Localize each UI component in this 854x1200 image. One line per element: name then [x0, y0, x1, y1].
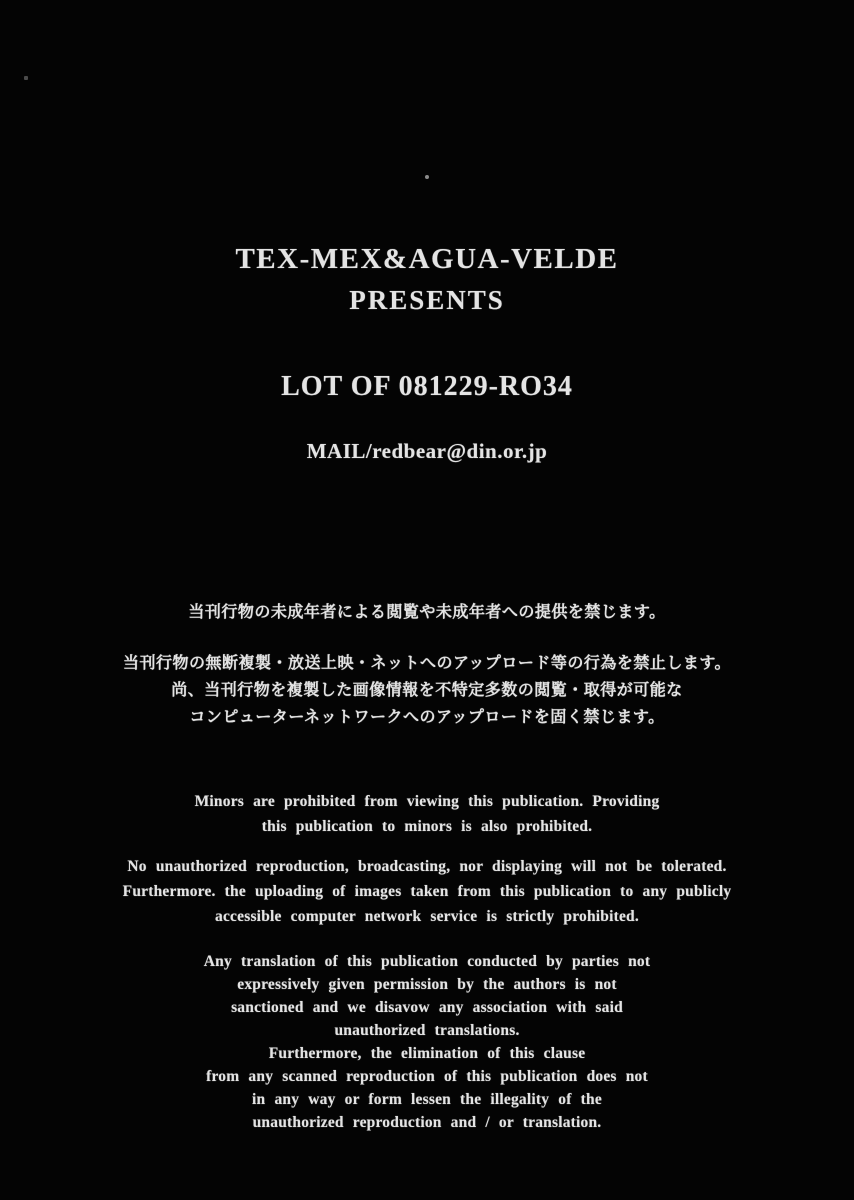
en-translation-line: in any way or form lessen the illegality of the: [252, 1091, 602, 1108]
en-reproduction-line: Furthermore. the uploading of images taken from this publication to any publicly: [122, 883, 732, 900]
en-translation-line: Any translation of this publication conducted by parties not: [203, 953, 651, 970]
en-translation-line: from any scanned reproduction of this publication does not: [206, 1068, 648, 1085]
en-translation-line: unauthorized reproduction and / or translation.: [252, 1114, 602, 1131]
mail-address: MAIL/redbear@din.or.jp: [306, 439, 548, 463]
en-reproduction-line: accessible computer network service is strictly prohibited.: [215, 908, 639, 925]
jp-reproduction-line: コンピューターネットワークへのアップロードを固く禁じます。: [189, 707, 665, 726]
jp-reproduction-notice: [0, 649, 854, 730]
lot-title: LOT OF 081229-RO34: [281, 371, 573, 402]
jp-reproduction-line: 尚、当刊行物を複製した画像情報を不特定多数の閲覧・取得が可能な: [171, 680, 683, 699]
scan-artifact-speck: [24, 76, 28, 80]
en-minors-line: Minors are prohibited from viewing this publication. Providing: [194, 793, 660, 810]
en-translation-line: expressively given permission by the authors is not: [237, 976, 617, 993]
en-translation-line: sanctioned and we disavow any association with said: [231, 999, 623, 1016]
en-reproduction-notice: [0, 854, 854, 929]
en-reproduction-line: No unauthorized reproduction, broadcasting, nor displaying will not be tolerated.: [127, 858, 727, 875]
scan-artifact-dot: [425, 175, 429, 179]
en-translation-line: unauthorized translations.: [334, 1022, 520, 1039]
en-minors-line: this publication to minors is also prohibited.: [261, 818, 593, 835]
presents-label: PRESENTS: [349, 285, 505, 315]
jp-minor-notice: 当刊行物の未成年者による閲覧や未成年者への提供を禁じます。: [188, 602, 666, 621]
en-translation-notice: [0, 950, 854, 1134]
en-minors-notice: [0, 789, 854, 839]
en-translation-line: Furthermore, the elimination of this clause: [268, 1045, 586, 1062]
jp-reproduction-line: 当刊行物の無断複製・放送上映・ネットへのアップロード等の行為を禁止します。: [122, 653, 732, 672]
circle-name-title: TEX-MEX&AGUA-VELDE: [235, 243, 619, 275]
